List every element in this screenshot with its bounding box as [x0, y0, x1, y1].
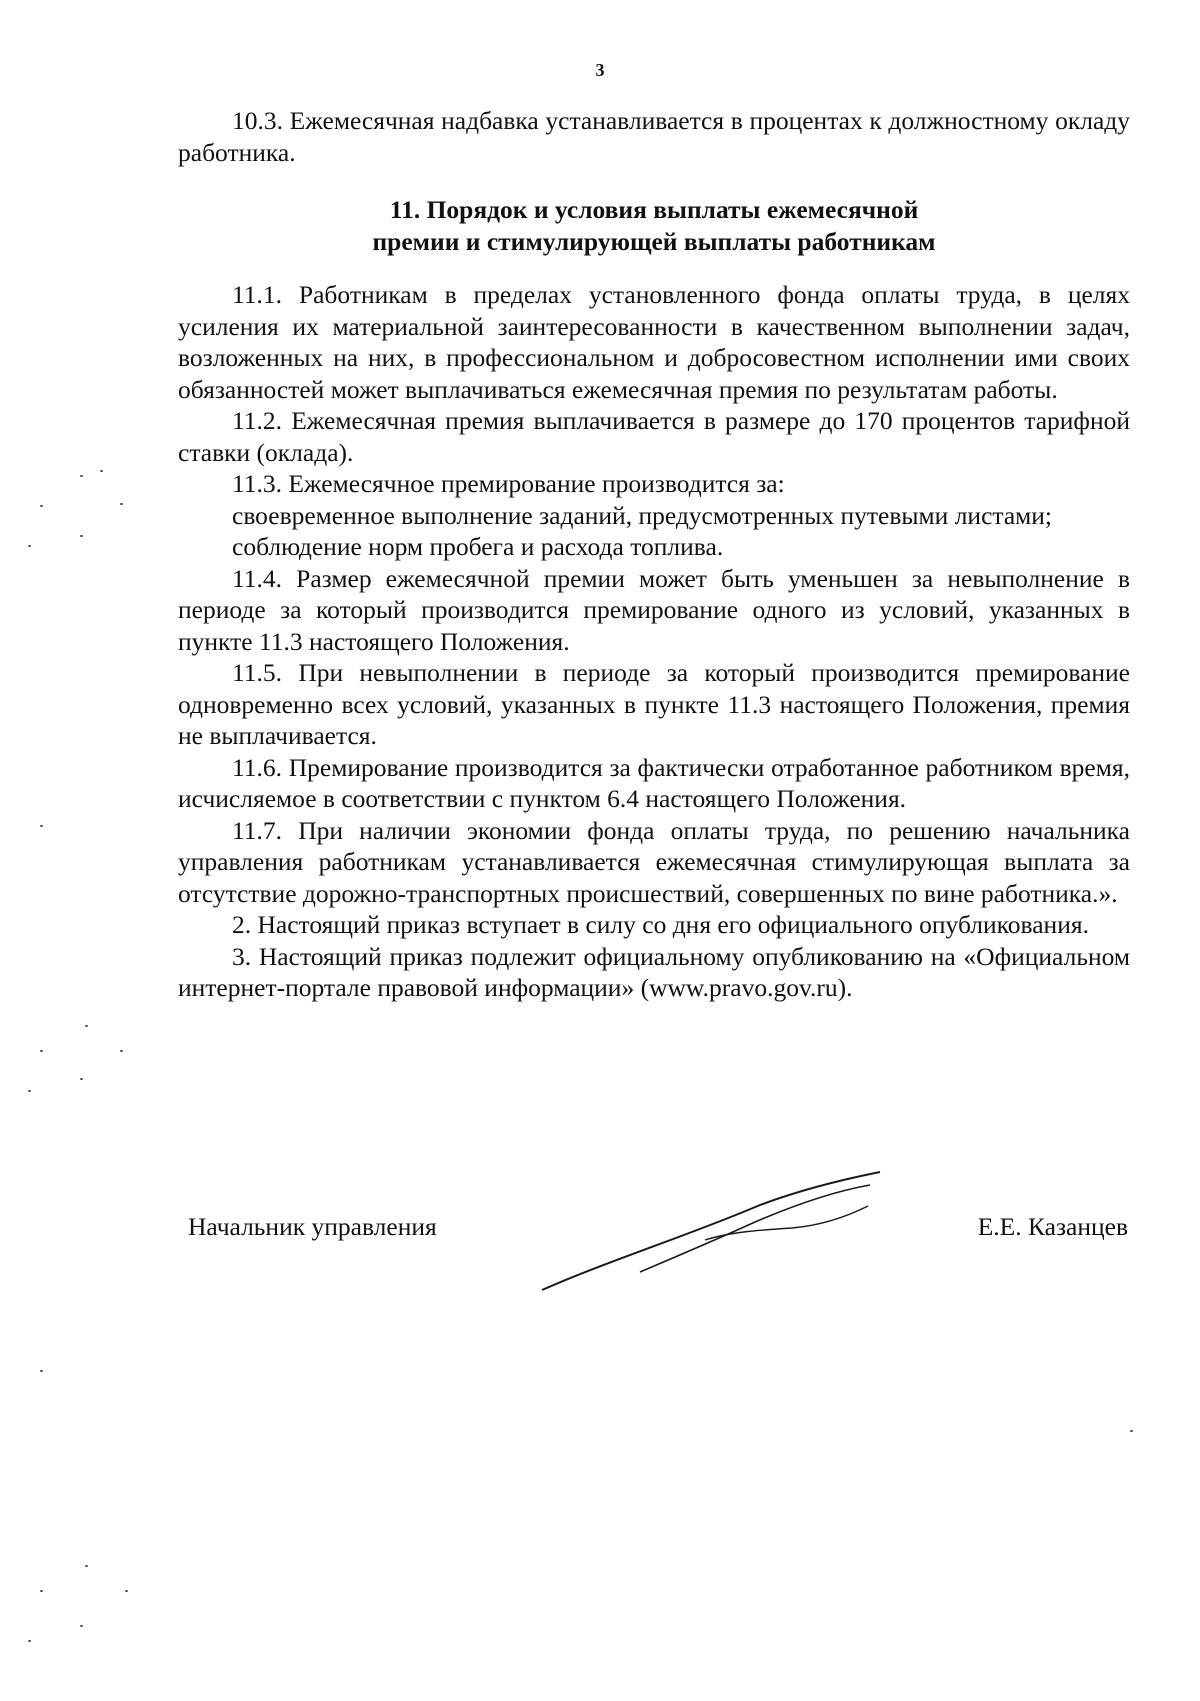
signature-position: Начальник управления [188, 1212, 437, 1241]
scan-speck [40, 505, 43, 507]
scan-speck [80, 1625, 83, 1627]
section-11-heading-line1: 11. Порядок и условия выплаты ежемесячной [389, 195, 919, 224]
section-11-heading [178, 194, 1130, 257]
scan-speck [80, 535, 83, 537]
scan-speck [28, 1640, 31, 1642]
paragraph-11-4: 11.4. Размер ежемесячной премии может быть уменьшен за невыполнение в периоде за который производится премирование одного из условий, указанных в пункте 11.3 настоящего Положения. [178, 563, 1130, 656]
page-number: 3 [595, 60, 605, 80]
scan-speck [120, 1050, 123, 1052]
scan-speck [28, 1090, 31, 1092]
paragraph-3: 3. Настоящий приказ подлежит официальному опубликованию на «Официальном интернет-портале правовой информации» (www.pravo.gov.ru). [178, 941, 1130, 1002]
handwritten-signature [530, 1160, 890, 1300]
paragraph-11-1: 11.1. Работникам в пределах установленного фонда оплаты труда, в целях усиления их материальной заинтересованности в качественном выполнении задач, возложенных на них, в профессиональном и добросовестном исполнении ими своих обязанностей может выплачиваться ежемесячная премия по результатам работы. [178, 280, 1130, 404]
scan-speck [100, 470, 103, 472]
scan-speck [40, 1590, 43, 1592]
paragraph-10-3: 10.3. Ежемесячная надбавка устанавливается в процентах к должностному окладу работника. [178, 106, 1130, 167]
paragraph-2: 2. Настоящий приказ вступает в силу со дня его официального опубликования. [232, 910, 1089, 939]
signature-name: Е.Е. Казанцев [977, 1212, 1128, 1241]
scan-speck [40, 1050, 43, 1052]
scan-speck [40, 1370, 43, 1372]
paragraph-11-3-item-1: своевременное выполнение заданий, предусмотренных путевыми листами; [232, 500, 1053, 530]
scan-speck [40, 825, 43, 827]
scan-speck [80, 475, 83, 477]
section-11-heading-line2: премии и стимулирующей выплаты работникам [372, 226, 936, 256]
paragraph-11-5: 11.5. При невыполнении в периоде за который производится премирование одновременно всех условий, указанных в пункте 11.3 настоящего Положения, премия не выплачивается. [178, 658, 1130, 750]
paragraph-11-3-item-2: соблюдение норм пробега и расхода топлива. [232, 532, 724, 561]
paragraph-11-7: 11.7. При наличии экономии фонда оплаты труда, по решению начальника управления работникам устанавливается ежемесячная стимулирующая выплата за отсутствие дорожно-транспортных происшествий, совершенных по вине работника.». [178, 815, 1130, 908]
scan-speck [80, 1078, 83, 1080]
scan-speck [28, 545, 31, 547]
paragraph-11-2: 11.2. Ежемесячная премия выплачивается в размере до 170 процентов тарифной ставки (оклада). [178, 406, 1130, 467]
scan-speck [1130, 1430, 1133, 1432]
paragraph-11-3: 11.3. Ежемесячное премирование производится за: [232, 469, 785, 498]
scan-speck [120, 503, 123, 505]
scan-speck [125, 1590, 128, 1592]
paragraph-11-6: 11.6. Премирование производится за фактически отработанное работником время, исчисляемое в соответствии с пунктом 6.4 настоящего Положения. [178, 752, 1130, 813]
document-body [178, 105, 1130, 1004]
scan-speck [85, 1565, 88, 1567]
scan-speck [85, 1025, 88, 1027]
